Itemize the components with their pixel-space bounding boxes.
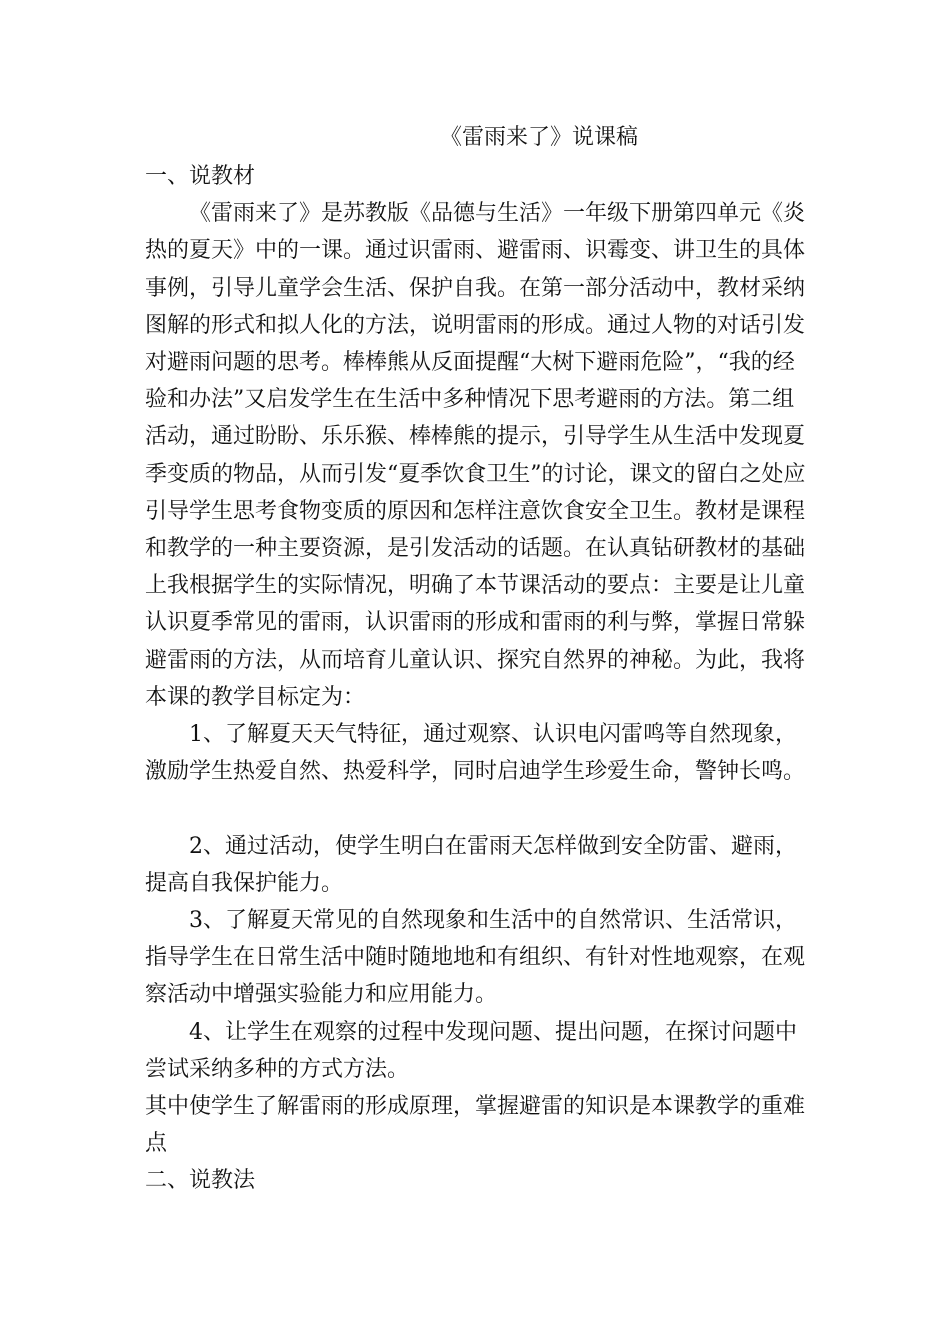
section-heading-textbook: 一、说教材 — [145, 164, 256, 189]
paragraph-goal-4: 4、让学生在观察的过程中发现问题、提出问题，在探讨问题中尝试采纳多种的方式方法。 — [145, 1019, 797, 1082]
blank-line — [145, 790, 815, 827]
paragraph-goal-1: 1、了解夏天天气特征，通过观察、认识电闪雷鸣等自然现象，激励学生热爱自然、热爱科学，同时启迪学生珍爱生命，警钟长鸣。 — [145, 722, 806, 785]
paragraph-textbook-intro: 《雷雨来了》是苏教版《品德与生活》一年级下册第四单元《炎热的夏天》中的一课。通过识雷雨、避雷雨、识霉变、讲卫生的具体事例，引导儿童学会生活、保护自我。在第一部分活动中，教材采纳图解的形式和拟人化的方法，说明雷雨的形成。通过人物的对话引发对避雨问题的思考。棒棒熊从反面提醒“大树下避雨危险”，“我的经验和办法”又启发学生在生活中多种情况下思考避雨的方法。第二组活动，通过盼盼、乐乐猴、棒棒熊的提示，引导学生从生活中发现夏季变质的物品，从而引发“夏季饮食卫生”的讨论，课文的留白之处应引导学生思考食物变质的原因和怎样注意饮食安全卫生。教材是课程和教学的一种主要资源，是引发活动的话题。在认真钻研教材的基础上我根据学生的实际情况，明确了本节课活动的要点：主要是让儿童认识夏季常见的雷雨，认识雷雨的形成和雷雨的利与弊，掌握日常躲避雷雨的方法，从而培育儿童认识、探究自然界的神秘。为此，我将本课的教学目标定为： — [145, 201, 806, 710]
document-body — [145, 158, 815, 1200]
paragraph-key-points: 其中使学生了解雷雨的形成原理，掌握避雷的知识是本课教学的重难点 — [145, 1094, 806, 1157]
paragraph-goal-2: 2、通过活动，使学生明白在雷雨天怎样做到安全防雷、避雨，提高自我保护能力。 — [145, 833, 797, 896]
paragraph-goal-3: 3、了解夏天常见的自然现象和生活中的自然常识、生活常识，指导学生在日常生活中随时随地地和有组织、有针对性地观察，在观察活动中增强实验能力和应用能力。 — [145, 908, 806, 1008]
document-title: 《雷雨来了》说课稿 — [440, 125, 639, 150]
section-heading-teaching-method: 二、说教法 — [145, 1168, 256, 1194]
